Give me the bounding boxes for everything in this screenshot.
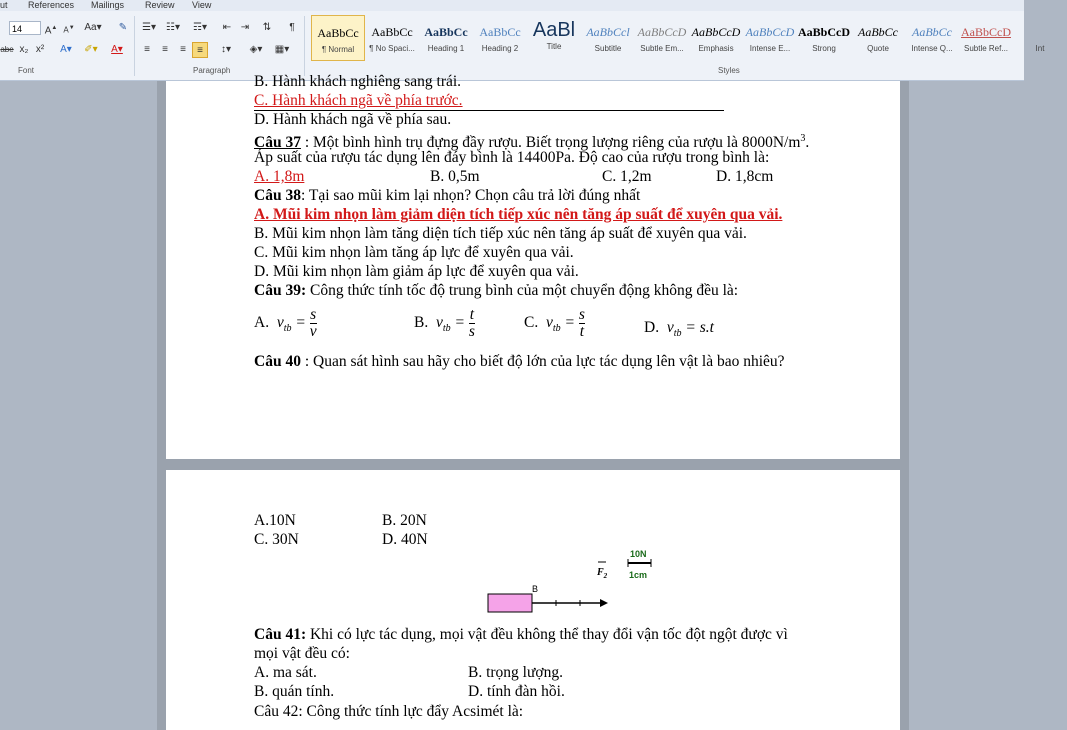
question-39 [254,281,738,300]
question-41-line2: mọi vật đều có: [254,645,350,662]
grow-font-icon[interactable]: A▲ [44,25,58,37]
shading-icon[interactable]: ◈▾ [249,44,263,55]
style-9[interactable] [797,15,851,61]
decrease-indent-icon[interactable]: ⇤ [222,22,232,33]
style-name: Heading 1 [427,44,465,53]
page-gap [157,459,909,470]
tab-view[interactable]: View [192,0,212,10]
multilevel-list-icon[interactable]: ☶▾ [193,22,207,33]
style-6[interactable] [635,15,689,61]
superscript-icon[interactable]: x² [35,44,45,55]
scale-length-label: 1cm [629,570,648,580]
question-37-line2: Áp suất của rượu tác dụng lên đáy bình là 14400Pa. Độ cao của rượu trong bình là: [254,149,770,166]
increase-indent-icon[interactable]: ⇥ [240,22,250,33]
fraction [579,307,585,340]
answer-a: A. ma sát. [254,664,317,681]
formula-sub: tb [673,328,682,340]
line-spacing-icon[interactable]: ↕▾ [220,44,232,55]
scale-force-label: 10N [630,549,647,559]
question-label: Câu 38 [254,187,301,204]
align-left-icon[interactable]: ≡ [144,44,150,55]
style-7[interactable] [689,15,743,61]
arrow-head [600,599,608,607]
denominator: s [468,323,475,340]
style-name: Intense E... [749,44,791,53]
justify-icon[interactable]: ≡ [192,42,208,58]
question-label: Câu 39: [254,282,307,299]
style-preview: AaBbCcD [797,25,850,39]
answer-a: A. Mũi kim nhọn làm giảm diện tích tiếp xúc nên tăng áp suất để xuyên qua vải. [254,206,783,223]
style-2[interactable] [419,15,473,61]
style-name: Subtle Em... [640,44,684,53]
option-label: D. [644,319,660,336]
style-preview: AaBbCc [479,25,521,39]
answer-c: C. 1,2m [602,168,652,185]
style-name: Subtitle [594,44,622,53]
question-42-cut: Câu 42: Công thức tính lực đẩy Acsimét là: [254,703,524,720]
answer-d: D. Mũi kim nhọn làm giảm áp lực để xuyên qua vải. [254,263,579,280]
divider [304,16,305,76]
document-workspace[interactable] [0,73,1024,720]
numerator: s [310,306,317,323]
answer-b: B. 20N [382,512,427,529]
denominator: v [309,323,317,340]
style-preview: AaBbCcD [961,25,1011,39]
sort-icon[interactable]: ⇅ [262,22,272,33]
ribbon [0,0,1045,81]
superscript: 3 [800,133,806,144]
option-label: A. [254,314,270,332]
align-right-icon[interactable]: ≡ [180,44,186,55]
style-name: Heading 2 [481,44,519,53]
font-group-label: Font [18,66,35,75]
styles-group-label: Styles [718,66,740,75]
style-preview: AaBbCcD [745,25,795,39]
fraction [310,307,317,340]
style-preview: AaBbCc [858,25,898,39]
question-label: Câu 41: [254,626,307,643]
borders-icon[interactable]: ▦▾ [274,44,290,55]
font-size-box[interactable]: 14 [9,21,41,35]
formula-option-1: B. $v_{tb}$ = $\frac{t}{s}$ [414,306,475,340]
paragraph-group-label: Paragraph [193,66,231,75]
style-name: Title [546,42,562,51]
tab-layout[interactable]: ut [0,0,8,10]
formula-lhs: v [435,314,443,332]
question-text: : Tại sao mũi kim lại nhọn? Chọn câu trả lời đúng nhất [300,187,641,204]
question-text: : Quan sát hình sau hãy cho biết độ lớn của lực tác dụng lên vật là bao nhiêu? [300,353,785,370]
formula-sub: tb [552,323,561,335]
tab-references[interactable]: References [28,0,75,10]
object-box [488,594,532,612]
fraction [469,307,475,340]
style-preview: AaBbCc [317,26,359,40]
question-text: Khi có lực tác dụng, mọi vật đều không thể thay đổi vận tốc đột ngột được vì [306,626,788,643]
answer-d: D. 40N [382,531,428,548]
style-preview: AaBbCcD [691,25,741,39]
tab-mailings[interactable]: Mailings [91,0,125,10]
tab-review[interactable]: Review [145,0,175,10]
style-name: Strong [812,44,836,53]
style-name: Quote [867,44,889,53]
ribbon-tabs [0,0,1024,11]
answer-a: A.10N [254,512,296,529]
document-page-2[interactable] [157,470,909,730]
formula-rhs: = s.t [685,319,714,336]
style-name: Intense Q... [911,44,953,53]
style-preview: AaBbCcD [637,25,687,39]
question-text: : Một bình hình trụ đựng đầy rượu. Biết trọng lượng riêng của rượu là 8000N/m [300,134,801,152]
question-38 [254,186,640,205]
subscript-icon[interactable]: x₂ [19,44,29,55]
formula-option-d [644,318,714,343]
formula-lhs: v [545,314,553,332]
style-3[interactable] [473,15,527,61]
divider [134,16,135,76]
option-line [254,91,724,111]
style-10[interactable] [851,15,905,61]
highlight-icon[interactable]: ✐▾ [84,44,98,55]
document-page-1[interactable] [157,73,909,459]
style-preview: AaBbCcl [586,25,630,39]
style-name: Int [1035,44,1045,53]
answer-b: B. trọng lượng. [468,664,563,681]
change-case-icon[interactable]: Aa▾ [84,22,102,33]
answer-c: C. Mũi kim nhọn làm tăng áp lực để xuyên qua vải. [254,244,574,261]
bullets-icon[interactable]: ☰▾ [142,22,156,33]
denominator: t [579,323,585,340]
answer-c: C. 30N [254,531,299,548]
clear-format-icon[interactable]: ✎ [118,22,128,33]
align-center-icon[interactable]: ≡ [162,44,168,55]
style-4[interactable] [527,15,581,61]
style-name: ¶ No Spaci... [369,44,415,53]
force-label: $F_2$ [597,567,608,580]
question-40 [254,352,785,371]
answer-b: B. 0,5m [430,168,480,185]
style-name: Emphasis [698,44,734,53]
style-11[interactable] [905,15,959,61]
option-line-cut: B. Hành khách nghiêng sang trái. [254,73,462,90]
style-5[interactable] [581,15,635,61]
question-text: Công thức tính tốc độ trung bình của một chuyển động không đều là: [306,282,739,299]
answer-d: D. 1,8cm [716,168,774,185]
question-41 [254,625,788,644]
question-label: Câu 37 [254,134,301,152]
option-text: C. Hành khách ngã về phía trước. [254,92,463,109]
option-label: B. [414,314,429,332]
formula-option-0: A. $v_{tb}$ = $\frac{s}{v}$ [254,306,317,340]
text-effects-icon[interactable]: A▾ [60,44,72,55]
style-preview: AaBbCc [912,25,952,39]
font-color-icon[interactable]: A▾ [111,44,123,55]
numbering-icon[interactable]: ☷▾ [166,22,180,33]
formula-lhs: v [276,314,284,332]
answer-c: B. quán tính. [254,683,335,700]
answer-d: D. tính đàn hồi. [468,683,565,700]
formula-sub: tb [283,323,292,335]
style-8[interactable] [743,15,797,61]
style-preview: AaBl [532,19,576,41]
style-1[interactable] [365,15,419,61]
formula-sub: tb [442,323,451,335]
period: . [805,134,810,152]
pilcrow-icon[interactable]: ¶ [289,22,295,33]
force-diagram [476,545,676,620]
style-preview: AaBbCc [371,25,413,39]
question-label: Câu 40 [254,353,301,370]
option-label: C. [524,314,539,332]
style-name: ¶ Normal [321,45,355,54]
strikethrough-icon[interactable]: abe [0,45,14,54]
numerator: t [469,306,475,323]
shrink-font-icon[interactable]: A▼ [63,25,75,35]
option-line: D. Hành khách ngã về phía sau. [254,111,452,128]
style-name: Subtle Ref... [963,44,1009,53]
answer-b: B. Mũi kim nhọn làm tăng diện tích tiếp xúc nên tăng áp suất để xuyên qua vải. [254,225,747,242]
formula-option-2: C. $v_{tb}$ = $\frac{s}{t}$ [524,306,585,340]
style-preview: AaBbCc [424,25,468,39]
point-label: B [532,584,539,594]
formula-lhs: v [666,319,674,336]
style-0[interactable] [311,15,365,61]
style-preview [1013,24,1067,40]
style-12[interactable] [959,15,1013,61]
numerator: s [578,306,585,323]
answer-a: A. 1,8m [254,168,305,185]
style-13[interactable] [1013,15,1067,61]
